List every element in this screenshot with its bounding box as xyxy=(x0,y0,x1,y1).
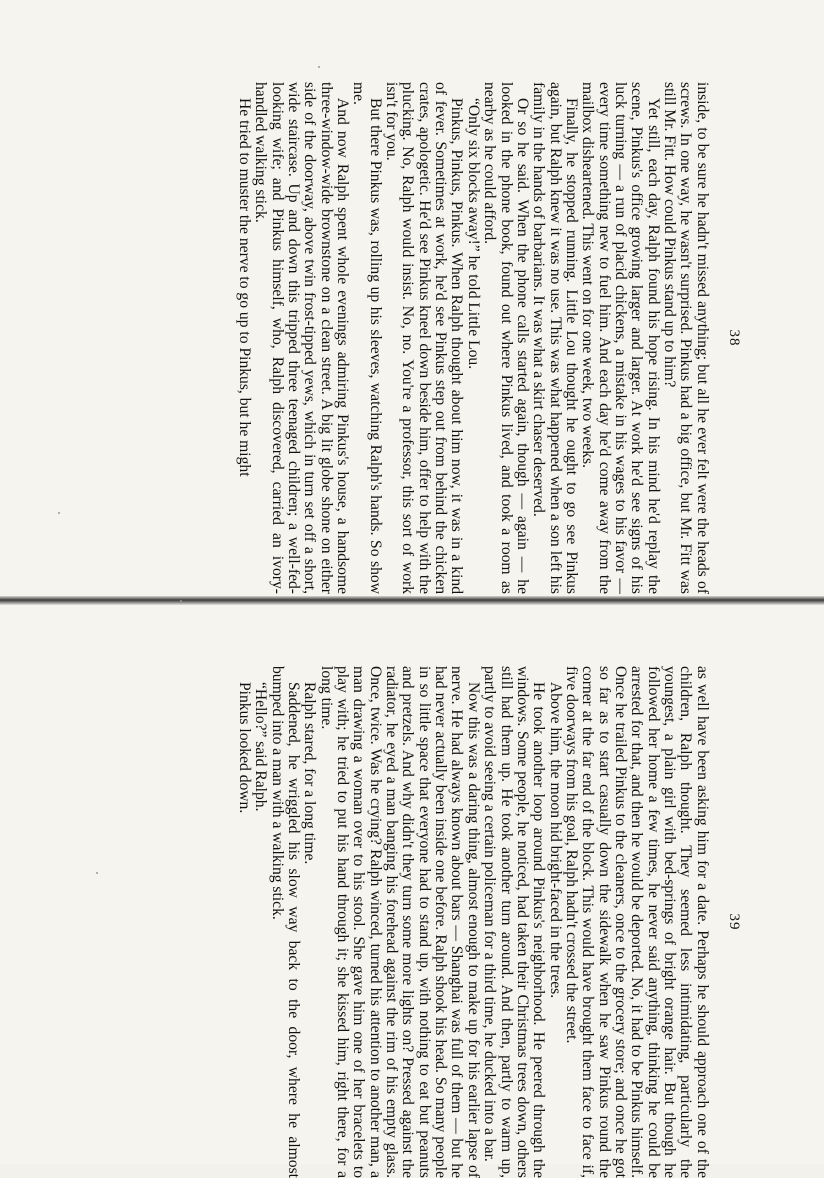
paragraph: And now Ralph spent whole evenings admiring Pinkus's house, a handsome three-window-wide brownstone on a clean street. A big lit globe shone on either side of the doorway, above twin frost-tipped yews, which in turn set off a short, wide staircase. Up and down this tripped three teenaged children; a well-fed-looking wife; and Pinkus himself, who, Ralph discovered, carried an ivory-handled walking stick. xyxy=(252,82,352,594)
paragraph: as well have been asking him for a date. Perhaps he should approach one of the children, Ralph thought. They seemed less intimidating, particularly the youngest, a plain girl with bed-springs of bright orange hair. But though he followed her home a few times, he never said anything, thinking he could be arrested for that, and then he would be deported. No, it had to be Pinkus himself. Once he trailed Pinkus to the cleaners, once to the grocery store; and once he got so far as to start casually down the sidewalk when he saw Pinkus round the corner at the far end of the block. This would have brought them face to face if, five doorways from his goal, Ralph hadn't crossed the street. xyxy=(562,666,711,1178)
page-number: 39 xyxy=(726,913,742,931)
paragraph: Ralph stared, for a long time. xyxy=(301,682,319,865)
scan-speck xyxy=(318,66,320,68)
paragraph: He took another loop around Pinkus's neighborhood. He peered through the windows. Some people, he noticed, had taken their Christmas trees down, others still had them up. He took another turn around. And then, partly to warm up, partly to avoid seeing a certain policeman for a third time, he ducked into a bar. xyxy=(481,666,548,1178)
scan-speck xyxy=(58,512,60,514)
paragraph: He tried to muster the nerve to go up to Pinkus, but he might xyxy=(236,98,254,477)
paragraph: “Only six blocks away!” he told Little Lou. xyxy=(464,98,482,370)
paragraph: Pinkus, Pinkus, Pinkus. When Ralph thought about him now, it was in a kind of fever. Sometimes at work, he'd see Pinkus step out from behind the chicken crates, apologetic. He'd see Pinkus kneel down beside him, offer to help with the plucking. No, Ralph would insist. No, no. You're a professor, this sort of work isn't for you. xyxy=(383,82,466,594)
page-38 xyxy=(92,82,742,594)
scan-speck xyxy=(96,872,98,874)
paragraph: Above him, the moon hid bright-faced in the trees. xyxy=(546,682,564,999)
paragraph: Yet still, each day, Ralph found his hope rising. In his mind he'd replay the scene, Pinkus's office growing larger and larger. At work he'd see signs of his luck turning — a run of placid chickens, a mistake in his wages to his favor — every time something new to fuel him. And each day he'd come away from the mailbox disheartened. This went on for one week, two weeks. xyxy=(579,82,662,594)
page-number: 38 xyxy=(726,329,742,347)
paragraph: Saddened, he wriggled his slow way back to the door, where he almost bumped into a man with a walking stick. xyxy=(268,666,303,1178)
paragraph: But there Pinkus was, rolling up his sleeves, watching Ralph's hands. So show me. xyxy=(350,82,384,594)
paragraph: Now this was a daring thing, almost enough to make up for his earlier lapse of nerve. He had always known about bars — Shanghai was full of them — but he had never actually been inside one before. Ralph shook his head. So many people in so little space that everyone had to stand up, with nothing to eat but peanuts and pretzels. And why didn't they turn some more lights on? Pressed against the radiator, he eyed a man banging his forehead against the rim of his empty glass. Once, twice. Was he crying? Ralph winced, turned his attention to another man, a man drawing a woman over to his stool. She gave him one of her bracelets to play with; he tried to put his hand through it; she kissed him, right there, for a long time. xyxy=(317,666,482,1178)
paragraph: “Hello?” said Ralph. xyxy=(252,682,270,812)
paragraph: inside, to be sure he hadn't missed anything; but all he ever felt were the heads of screws. In one way, he wasn't surprised. Pinkus had a big office, but Mr. Fitt was still Mr. Fitt. How could Pinkus stand up to him? xyxy=(660,82,711,594)
page-39 xyxy=(92,666,742,1178)
paragraph: Pinkus looked down. xyxy=(236,682,254,814)
paragraph: Finally, he stopped running. Little Lou thought he ought to go see Pinkus again, but Ralph knew it was no use. This was what happened when a son left his family in the hands of barbarians. It was what a skirt chaser deserved. xyxy=(530,82,580,594)
book-gutter xyxy=(0,596,824,605)
scan-speck xyxy=(180,600,182,602)
paragraph: Or so he said. When the phone calls started again, though — again — he looked in the phone book, found out where Pinkus lived, and took a room as nearby as he could afford. xyxy=(481,82,531,594)
